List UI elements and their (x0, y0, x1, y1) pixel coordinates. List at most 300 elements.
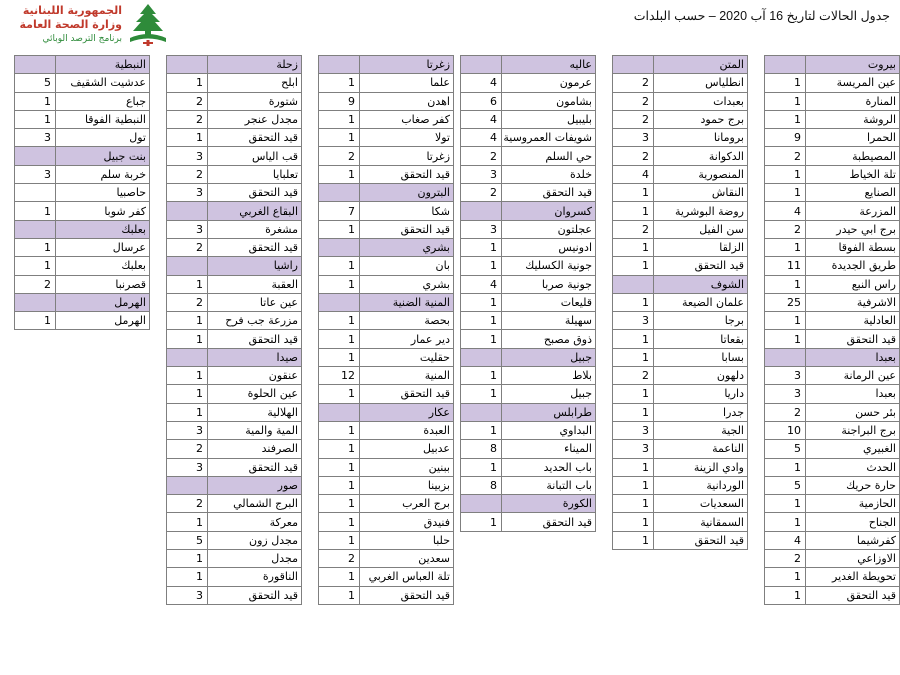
table-row (167, 495, 302, 513)
table-row (319, 147, 454, 165)
case-count-cell: 1 (613, 238, 654, 256)
table-row (167, 129, 302, 147)
table-row (319, 312, 454, 330)
case-count-cell (613, 275, 654, 293)
case-count-cell: 2 (167, 495, 208, 513)
town-name-cell: عدشيت الشقيف (56, 74, 150, 92)
case-count-cell: 5 (765, 440, 806, 458)
table-row (15, 129, 150, 147)
case-count-cell (15, 56, 56, 74)
table-row (765, 531, 900, 549)
district-name-cell: زغرتا (360, 56, 454, 74)
town-name-cell: قيد التحقق (806, 586, 900, 604)
case-count-cell (167, 476, 208, 494)
case-count-cell: 2 (765, 220, 806, 238)
town-name-cell: المنية (360, 367, 454, 385)
case-count-cell: 1 (613, 293, 654, 311)
table-row (765, 403, 900, 421)
district-name-cell: الشوف (654, 275, 748, 293)
table-row (461, 385, 596, 403)
case-count-cell: 1 (613, 202, 654, 220)
case-count-cell: 3 (461, 220, 502, 238)
town-name-cell: بعبدا (806, 385, 900, 403)
case-count-cell: 1 (319, 531, 360, 549)
case-count-cell: 1 (765, 495, 806, 513)
table-row (167, 165, 302, 183)
case-count-cell: 3 (167, 586, 208, 604)
case-count-cell (461, 56, 502, 74)
table-row (613, 257, 748, 275)
town-name-cell: بشامون (502, 92, 596, 110)
town-name-cell: تول (56, 129, 150, 147)
case-count-cell: 2 (319, 147, 360, 165)
town-name-cell: برج البراجنة (806, 421, 900, 439)
table-row (319, 458, 454, 476)
town-name-cell: بئر حسن (806, 403, 900, 421)
case-count-cell: 2 (15, 275, 56, 293)
town-name-cell: قليعات (502, 293, 596, 311)
town-name-cell: مزرعة جب فرح (208, 312, 302, 330)
town-name-cell: الحدث (806, 458, 900, 476)
town-name-cell: بليبيل (502, 110, 596, 128)
table-row (765, 92, 900, 110)
town-name-cell: الدكوانة (654, 147, 748, 165)
case-count-cell: 12 (319, 367, 360, 385)
table-row (613, 421, 748, 439)
town-name-cell: قيد التحقق (502, 513, 596, 531)
case-count-cell: 1 (167, 513, 208, 531)
table-row (167, 330, 302, 348)
town-name-cell: داريا (654, 385, 748, 403)
case-count-cell (15, 293, 56, 311)
town-name-cell: الميناء (502, 440, 596, 458)
table-row (613, 238, 748, 256)
district-name-cell: الهرمل (56, 293, 150, 311)
table-row (319, 348, 454, 366)
town-name-cell: المية والمية (208, 421, 302, 439)
district-header-row (167, 257, 302, 275)
case-count-cell: 1 (461, 312, 502, 330)
case-count-cell (167, 348, 208, 366)
case-count-cell: 1 (319, 220, 360, 238)
town-name-cell: برجا (654, 312, 748, 330)
town-name-cell: النقاش (654, 184, 748, 202)
table-row (613, 385, 748, 403)
case-count-cell (461, 495, 502, 513)
town-name-cell: تحويطة الغدير (806, 568, 900, 586)
table-row (613, 220, 748, 238)
case-count-cell: 1 (319, 257, 360, 275)
case-count-cell: 1 (765, 312, 806, 330)
table-row (613, 495, 748, 513)
case-count-cell: 3 (461, 165, 502, 183)
case-count-cell: 1 (461, 367, 502, 385)
table-row (461, 220, 596, 238)
town-name-cell: قيد التحقق (208, 586, 302, 604)
case-count-cell: 1 (319, 275, 360, 293)
case-count-cell: 4 (461, 275, 502, 293)
case-count-cell: 1 (167, 330, 208, 348)
table-row (319, 202, 454, 220)
case-count-cell: 1 (15, 257, 56, 275)
town-name-cell: برج حمود (654, 110, 748, 128)
table-row (765, 165, 900, 183)
table-row (319, 129, 454, 147)
case-count-cell (765, 348, 806, 366)
table-row (765, 74, 900, 92)
table-row (167, 74, 302, 92)
table-row (319, 110, 454, 128)
town-name-cell: كفرشيما (806, 531, 900, 549)
town-name-cell: جباع (56, 92, 150, 110)
district-name-cell: البترون (360, 184, 454, 202)
case-count-cell: 2 (167, 92, 208, 110)
table-row (613, 202, 748, 220)
district-name-cell: صيدا (208, 348, 302, 366)
case-count-cell: 3 (167, 220, 208, 238)
town-name-cell: الهرمل (56, 312, 150, 330)
table-row (613, 348, 748, 366)
case-count-cell: 1 (167, 275, 208, 293)
town-name-cell: طريق الجديدة (806, 257, 900, 275)
district-name-cell: بنت جبيل (56, 147, 150, 165)
case-count-cell: 2 (167, 110, 208, 128)
table-beirut-baabda (764, 55, 900, 605)
town-name-cell: العبدة (360, 421, 454, 439)
district-name-cell: صور (208, 476, 302, 494)
case-count-cell: 9 (765, 129, 806, 147)
table-row (613, 74, 748, 92)
table-row (461, 476, 596, 494)
table-row (765, 385, 900, 403)
table-row (765, 550, 900, 568)
case-count-cell (167, 257, 208, 275)
table-row (461, 165, 596, 183)
table-row (765, 257, 900, 275)
case-count-cell: 3 (167, 147, 208, 165)
case-count-cell: 1 (461, 458, 502, 476)
town-name-cell: عين الحلوة (208, 385, 302, 403)
table-row (613, 330, 748, 348)
table-row (461, 440, 596, 458)
town-name-cell: حي السلم (502, 147, 596, 165)
district-name-cell: المنية الضنية (360, 293, 454, 311)
logo-program-text: برنامج الترصد الوبائي (42, 34, 122, 44)
case-count-cell: 2 (461, 147, 502, 165)
table-row (15, 110, 150, 128)
case-count-cell: 1 (765, 238, 806, 256)
case-count-cell: 1 (765, 275, 806, 293)
case-count-cell: 1 (613, 476, 654, 494)
town-name-cell: قيد التحقق (208, 238, 302, 256)
case-count-cell: 2 (613, 92, 654, 110)
town-name-cell: تلة العباس الغربي (360, 568, 454, 586)
case-count-cell: 1 (319, 421, 360, 439)
table-row (167, 550, 302, 568)
table-row (765, 458, 900, 476)
town-name-cell: الزلقا (654, 238, 748, 256)
town-name-cell: الناعمة (654, 440, 748, 458)
table-row (167, 586, 302, 604)
table-row (765, 312, 900, 330)
district-header-row (765, 56, 900, 74)
town-name-cell: حقليت (360, 348, 454, 366)
table-row (613, 147, 748, 165)
case-count-cell: 4 (613, 165, 654, 183)
town-name-cell: تعلبايا (208, 165, 302, 183)
case-count-cell: 2 (167, 165, 208, 183)
town-name-cell: كفر شوبا (56, 202, 150, 220)
case-count-cell: 7 (319, 202, 360, 220)
town-name-cell: عين عاتا (208, 293, 302, 311)
case-count-cell: 1 (461, 293, 502, 311)
case-count-cell: 2 (319, 550, 360, 568)
table-row (765, 129, 900, 147)
table-row (15, 74, 150, 92)
town-name-cell: بعلبك (56, 257, 150, 275)
district-name-cell: بيروت (806, 56, 900, 74)
case-count-cell: 1 (319, 495, 360, 513)
town-name-cell: بسابا (654, 348, 748, 366)
table-nabatieh-hermel (14, 55, 150, 330)
case-count-cell: 1 (167, 74, 208, 92)
town-name-cell: مجدل عنجر (208, 110, 302, 128)
case-count-cell: 3 (613, 312, 654, 330)
town-name-cell: سن الفيل (654, 220, 748, 238)
case-count-cell: 3 (613, 421, 654, 439)
table-row (461, 458, 596, 476)
town-name-cell: الجناح (806, 513, 900, 531)
table-row (167, 92, 302, 110)
case-count-cell: 1 (319, 129, 360, 147)
town-name-cell: علما (360, 74, 454, 92)
table-row (765, 440, 900, 458)
district-name-cell: الكورة (502, 495, 596, 513)
case-count-cell: 1 (613, 513, 654, 531)
town-name-cell: زغرتا (360, 147, 454, 165)
case-count-cell: 1 (167, 403, 208, 421)
district-header-row (15, 293, 150, 311)
town-name-cell: برومانا (654, 129, 748, 147)
case-count-cell: 1 (167, 312, 208, 330)
case-count-cell: 1 (319, 440, 360, 458)
district-header-row (15, 147, 150, 165)
table-row (319, 513, 454, 531)
table-row (167, 458, 302, 476)
table-zahle-tyre (166, 55, 302, 605)
table-row (461, 110, 596, 128)
table-row (613, 367, 748, 385)
table-row (15, 202, 150, 220)
district-header-row (319, 403, 454, 421)
logo-ministry-text: وزارة الصحة العامة (19, 18, 122, 31)
district-name-cell: راشيا (208, 257, 302, 275)
case-count-cell: 1 (765, 165, 806, 183)
town-name-cell: بعبدات (654, 92, 748, 110)
town-name-cell: مشغرة (208, 220, 302, 238)
table-row (461, 275, 596, 293)
case-count-cell: 1 (461, 513, 502, 531)
town-name-cell: خلدة (502, 165, 596, 183)
case-count-cell: 1 (15, 238, 56, 256)
district-name-cell: جبيل (502, 348, 596, 366)
town-name-cell: سعدين (360, 550, 454, 568)
table-row (461, 330, 596, 348)
town-name-cell: الوردانية (654, 476, 748, 494)
district-header-row (15, 220, 150, 238)
town-name-cell: عجلتون (502, 220, 596, 238)
table-row (319, 275, 454, 293)
town-name-cell: النبطية الفوقا (56, 110, 150, 128)
table-row (461, 74, 596, 92)
case-count-cell: 1 (613, 495, 654, 513)
case-count-cell (319, 184, 360, 202)
table-row (613, 165, 748, 183)
town-name-cell: حارة حريك (806, 476, 900, 494)
table-row (167, 184, 302, 202)
town-name-cell: جونية صربا (502, 275, 596, 293)
district-header-row (765, 348, 900, 366)
case-count-cell: 1 (765, 92, 806, 110)
table-row (15, 92, 150, 110)
table-row (319, 586, 454, 604)
case-count-cell: 3 (613, 129, 654, 147)
case-count-cell (167, 56, 208, 74)
case-count-cell: 2 (167, 293, 208, 311)
town-name-cell: مجدل (208, 550, 302, 568)
case-count-cell: 11 (765, 257, 806, 275)
case-count-cell: 1 (613, 403, 654, 421)
table-row (167, 385, 302, 403)
town-name-cell: جونية الكسليك (502, 257, 596, 275)
district-header-row (319, 56, 454, 74)
case-count-cell: 2 (613, 367, 654, 385)
town-name-cell: بان (360, 257, 454, 275)
table-row (167, 293, 302, 311)
town-name-cell: ادونيس (502, 238, 596, 256)
case-count-cell: 8 (461, 440, 502, 458)
town-name-cell: الصرفند (208, 440, 302, 458)
case-count-cell: 5 (15, 74, 56, 92)
table-row (319, 531, 454, 549)
case-count-cell: 2 (765, 403, 806, 421)
case-count-cell: 2 (167, 238, 208, 256)
table-row (15, 238, 150, 256)
case-count-cell: 3 (765, 367, 806, 385)
case-count-cell (15, 147, 56, 165)
table-row (765, 293, 900, 311)
case-count-cell: 6 (461, 92, 502, 110)
table-row (613, 513, 748, 531)
town-name-cell: دير عمار (360, 330, 454, 348)
table-row (319, 92, 454, 110)
table-row (167, 220, 302, 238)
town-name-cell: عرمون (502, 74, 596, 92)
case-count-cell: 10 (765, 421, 806, 439)
town-name-cell: بقعاتا (654, 330, 748, 348)
table-row (461, 513, 596, 531)
district-header-row (613, 56, 748, 74)
table-row (319, 74, 454, 92)
case-count-cell: 3 (167, 184, 208, 202)
case-count-cell (613, 56, 654, 74)
district-header-row (167, 56, 302, 74)
district-header-row (461, 202, 596, 220)
table-row (765, 220, 900, 238)
town-name-cell: البداوي (502, 421, 596, 439)
table-row (613, 458, 748, 476)
case-count-cell: 2 (167, 440, 208, 458)
table-row (319, 367, 454, 385)
case-count-cell: 1 (765, 330, 806, 348)
case-count-cell: 1 (319, 458, 360, 476)
table-row (765, 586, 900, 604)
table-row (167, 367, 302, 385)
case-count-cell: 1 (319, 586, 360, 604)
case-count-cell: 1 (765, 184, 806, 202)
town-name-cell: الروشة (806, 110, 900, 128)
case-count-cell: 1 (319, 74, 360, 92)
table-row (765, 202, 900, 220)
case-count-cell (461, 348, 502, 366)
town-name-cell: الناقورة (208, 568, 302, 586)
case-count-cell: 4 (461, 110, 502, 128)
town-name-cell: السعديات (654, 495, 748, 513)
table-row (765, 367, 900, 385)
case-count-cell (319, 293, 360, 311)
town-name-cell: قيد التحقق (208, 184, 302, 202)
town-name-cell: قيد التحقق (502, 184, 596, 202)
town-name-cell: تولا (360, 129, 454, 147)
table-row (167, 440, 302, 458)
town-name-cell: قيد التحقق (654, 531, 748, 549)
district-name-cell: كسروان (502, 202, 596, 220)
town-name-cell: تلة الخياط (806, 165, 900, 183)
town-name-cell: قيد التحقق (806, 330, 900, 348)
table-row (461, 367, 596, 385)
town-name-cell: عين الرمانة (806, 367, 900, 385)
case-count-cell: 25 (765, 293, 806, 311)
case-count-cell: 3 (167, 458, 208, 476)
table-row (765, 421, 900, 439)
case-count-cell: 1 (613, 257, 654, 275)
table-row (319, 550, 454, 568)
table-row (15, 275, 150, 293)
case-count-cell: 1 (167, 367, 208, 385)
town-name-cell: الاشرفية (806, 293, 900, 311)
case-count-cell (319, 403, 360, 421)
town-name-cell: بحصة (360, 312, 454, 330)
town-name-cell: جدرا (654, 403, 748, 421)
town-name-cell: الحمرا (806, 129, 900, 147)
case-count-cell (167, 202, 208, 220)
town-name-cell: برج العرب (360, 495, 454, 513)
case-count-cell: 3 (613, 440, 654, 458)
table-row (613, 440, 748, 458)
table-row (461, 257, 596, 275)
case-count-cell: 1 (461, 421, 502, 439)
table-row (15, 184, 150, 202)
town-name-cell: كفر صغاب (360, 110, 454, 128)
case-count-cell: 1 (461, 238, 502, 256)
case-count-cell: 1 (613, 330, 654, 348)
table-row (461, 147, 596, 165)
town-name-cell: قيد التحقق (360, 385, 454, 403)
case-count-cell: 1 (15, 92, 56, 110)
town-name-cell: المنصورية (654, 165, 748, 183)
town-name-cell: قيد التحقق (360, 586, 454, 604)
case-count-cell: 1 (167, 550, 208, 568)
